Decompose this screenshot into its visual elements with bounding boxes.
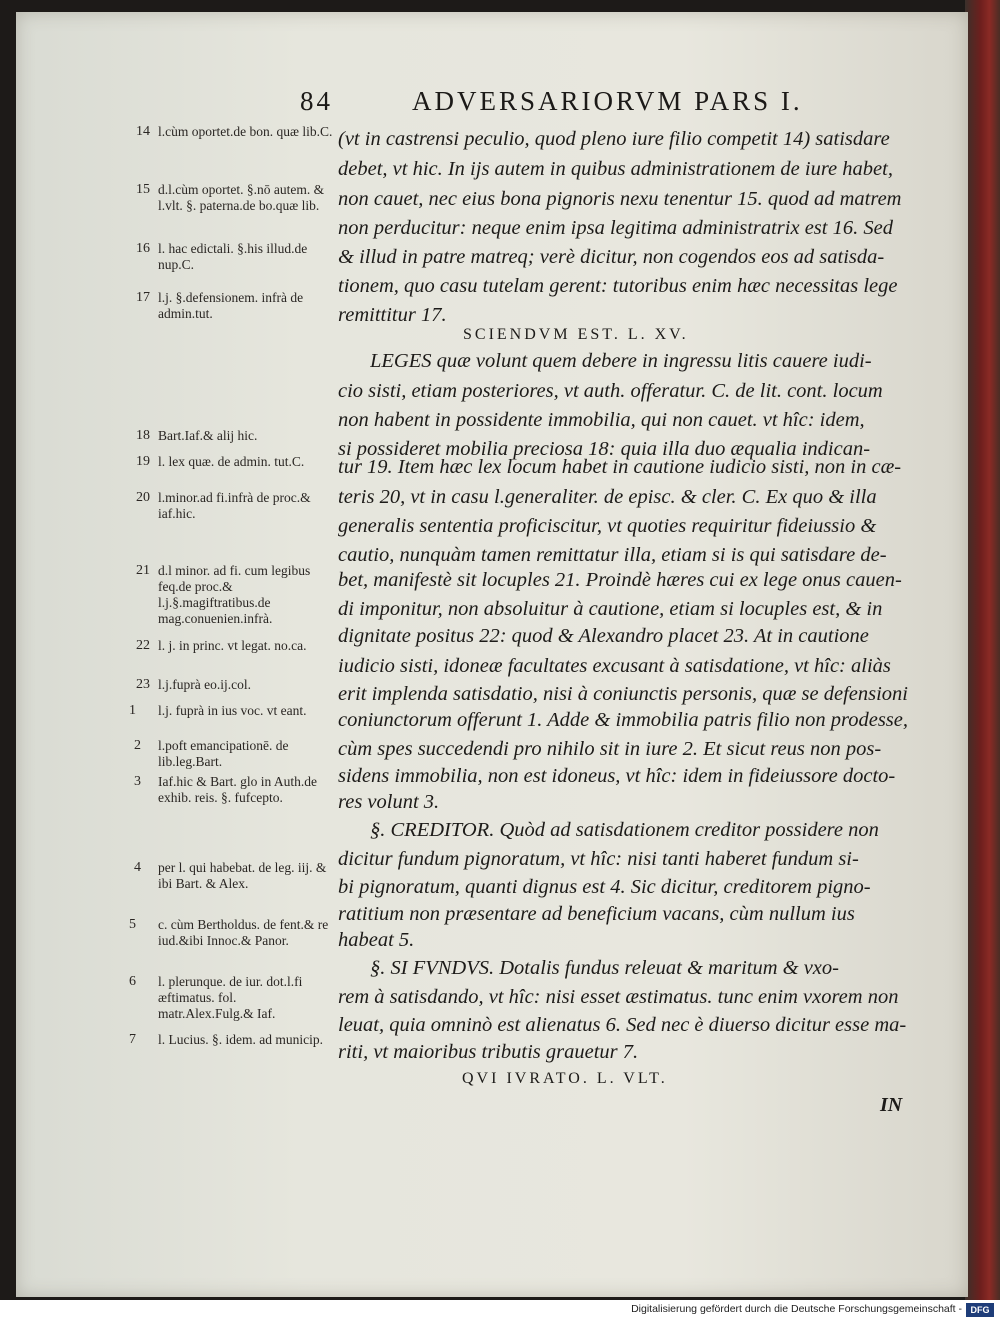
body-line: LEGES quæ volunt quem debere in ingressu litis cauere iudi- bbox=[370, 350, 872, 372]
body-line: coniunctorum offerunt 1. Adde & immobilia patris filio non prodesse, bbox=[338, 709, 908, 731]
body-line: rem à satisdando, vt hîc: nisi esset æstimatus. tunc enim vxorem non bbox=[338, 986, 899, 1008]
margin-note: l. lex quæ. de admin. tut.C. bbox=[158, 454, 305, 469]
margin-note: l.j. fuprà in ius voc. vt eant. bbox=[158, 703, 307, 718]
body-line: non habent in possidente immobilia, qui non cauet. vt hîc: idem, bbox=[338, 409, 865, 431]
body-line: ratitium non præsentare ad beneficium vacans, cùm nullum ius bbox=[338, 903, 855, 925]
note-number: 22 bbox=[136, 638, 150, 653]
note-number: 19 bbox=[136, 454, 150, 469]
margin-note: Bart.Iaf.& alij hic. bbox=[158, 428, 258, 443]
margin-note: l. hac edictali. §.his illud.de nup.C. bbox=[158, 241, 308, 272]
note-number: 17 bbox=[136, 290, 150, 305]
note-number: 14 bbox=[136, 124, 150, 139]
body-line: leuat, quia omninò est alienatus 6. Sed nec è diuerso dicitur esse ma- bbox=[338, 1014, 907, 1036]
body-line: bi pignoratum, quanti dignus est 4. Sic dicitur, creditorem pigno- bbox=[338, 876, 871, 898]
note-number: 2 bbox=[134, 738, 141, 753]
body-line: tionem, quo casu tutelam gerent: tutoribus enim hæc necessitas lege bbox=[338, 275, 898, 297]
body-line: remittitur 17. bbox=[338, 304, 447, 326]
body-line: riti, vt maioribus tributis grauetur 7. bbox=[338, 1041, 639, 1063]
body-line: cautio, nunquàm tamen remittatur illa, etiam si is qui satisdare de- bbox=[338, 544, 887, 566]
page-number: 84 bbox=[300, 86, 333, 116]
note-number: 4 bbox=[134, 860, 141, 875]
note-number: 23 bbox=[136, 677, 150, 692]
body-line: habeat 5. bbox=[338, 929, 415, 951]
body-line: bet, manifestè sit locuples 21. Proindè hæres cui ex lege onus cauen- bbox=[338, 569, 902, 591]
body-line: cio sisti, etiam posteriores, vt auth. offeratur. C. de lit. cont. locum bbox=[338, 380, 883, 402]
note-number: 18 bbox=[136, 428, 150, 443]
body-line: non cauet, nec eius bona pignoris nexu tenentur 15. quod ad matrem bbox=[338, 188, 902, 210]
margin-note: l. plerunque. de iur. dot.l.fi æftimatus. fol. matr.Alex.Fulg.& Iaf. bbox=[158, 974, 303, 1021]
body-line: teris 20, vt in casu l.generaliter. de episc. & cler. C. Ex quo & illa bbox=[338, 486, 877, 508]
body-line: sidens immobilia, non est idoneus, vt hîc: idem in fideiussore docto- bbox=[338, 765, 896, 787]
body-line: dignitate positus 22: quod & Alexandro placet 23. At in cautione bbox=[338, 625, 869, 647]
body-line: §. CREDITOR. Quòd ad satisdationem creditor possidere non bbox=[370, 819, 879, 841]
margin-note: l.j.fuprà eo.ij.col. bbox=[158, 677, 251, 692]
margin-note: d.l.cùm oportet. §.nō autem. & l.vlt. §. paterna.de bo.quæ lib. bbox=[158, 182, 325, 213]
note-number: 20 bbox=[136, 490, 150, 505]
body-line: si possideret mobilia preciosa 18: quia illa duo æqualia indican- bbox=[338, 438, 871, 460]
note-number: 7 bbox=[129, 1032, 136, 1047]
note-number: 6 bbox=[129, 974, 136, 989]
digitization-footer bbox=[0, 1300, 1000, 1321]
body-line: res volunt 3. bbox=[338, 791, 440, 813]
note-number: 3 bbox=[134, 774, 141, 789]
body-line: non perducitur: neque enim ipsa legitima administratrix est 16. Sed bbox=[338, 217, 893, 239]
margin-note: l.j. §.defensionem. infrà de admin.tut. bbox=[158, 290, 304, 321]
body-line: dicitur fundum pignoratum, vt hîc: nisi tanti haberet fundum si- bbox=[338, 848, 859, 870]
section-heading: SCIENDVM EST. L. XV. bbox=[463, 326, 689, 343]
body-line: & illud in patre matreq; verè dicitur, non cogendos eos ad satisda- bbox=[338, 246, 885, 268]
margin-note: l.poft emancipationē. de lib.leg.Bart. bbox=[158, 738, 289, 769]
dfg-logo: DFG bbox=[966, 1303, 994, 1317]
catchword: IN bbox=[880, 1094, 903, 1116]
note-number: 15 bbox=[136, 182, 150, 197]
body-line: erit implenda satisdatio, nisi à coniunctis personis, quæ se defensioni bbox=[338, 683, 908, 705]
note-number: 21 bbox=[136, 563, 150, 578]
margin-note: l.cùm oportet.de bon. quæ lib.C. bbox=[158, 124, 333, 139]
book-spine bbox=[965, 0, 1000, 1300]
note-number: 16 bbox=[136, 241, 150, 256]
funding-notice: Digitalisierung gefördert durch die Deutsche Forschungsgemeinschaft - bbox=[631, 1303, 962, 1315]
note-number: 5 bbox=[129, 917, 136, 932]
section-heading: QVI IVRATO. L. VLT. bbox=[462, 1070, 668, 1087]
note-number: 1 bbox=[129, 703, 136, 718]
margin-note: per l. qui habebat. de leg. iij. & ibi Bart. & Alex. bbox=[158, 860, 327, 891]
margin-note: l.minor.ad fi.infrà de proc.& iaf.hic. bbox=[158, 490, 311, 521]
body-line: §. SI FVNDVS. Dotalis fundus releuat & maritum & vxo- bbox=[370, 957, 839, 979]
body-line: (vt in castrensi peculio, quod pleno iure filio competit 14) satisdare bbox=[338, 128, 890, 150]
body-line: iudicio sisti, idoneæ facultates excusant à satisdatione, vt hîc: aliàs bbox=[338, 655, 891, 677]
running-header bbox=[300, 86, 860, 126]
margin-note: d.l minor. ad fi. cum legibus feq.de proc.& l.j.§.magiftratibus.de mag.conuenien.infrà. bbox=[158, 563, 311, 626]
body-line: di imponitur, non absoluitur à cautione, etiam si locuples est, & in bbox=[338, 598, 883, 620]
body-line: debet, vt hic. In ijs autem in quibus administrationem de iure habet, bbox=[338, 158, 893, 180]
margin-note: l. Lucius. §. idem. ad municip. bbox=[158, 1032, 323, 1047]
margin-note: c. cùm Bertholdus. de fent.& re iud.&ibi Innoc.& Panor. bbox=[158, 917, 329, 948]
body-line: generalis sententia proficiscitur, vt quoties requiritur fideiussio & bbox=[338, 515, 877, 537]
body-line: cùm spes succedendi pro nihilo sit in iure 2. Et sicut reus non pos- bbox=[338, 738, 882, 760]
body-line: tur 19. Item hæc lex locum habet in cautione iudicio sisti, non in cæ- bbox=[338, 456, 902, 478]
running-title: ADVERSARIORVM PARS I. bbox=[412, 86, 803, 116]
margin-note: Iaf.hic & Bart. glo in Auth.de exhib. reis. §. fufcepto. bbox=[158, 774, 317, 805]
margin-note: l. j. in princ. vt legat. no.ca. bbox=[158, 638, 307, 653]
